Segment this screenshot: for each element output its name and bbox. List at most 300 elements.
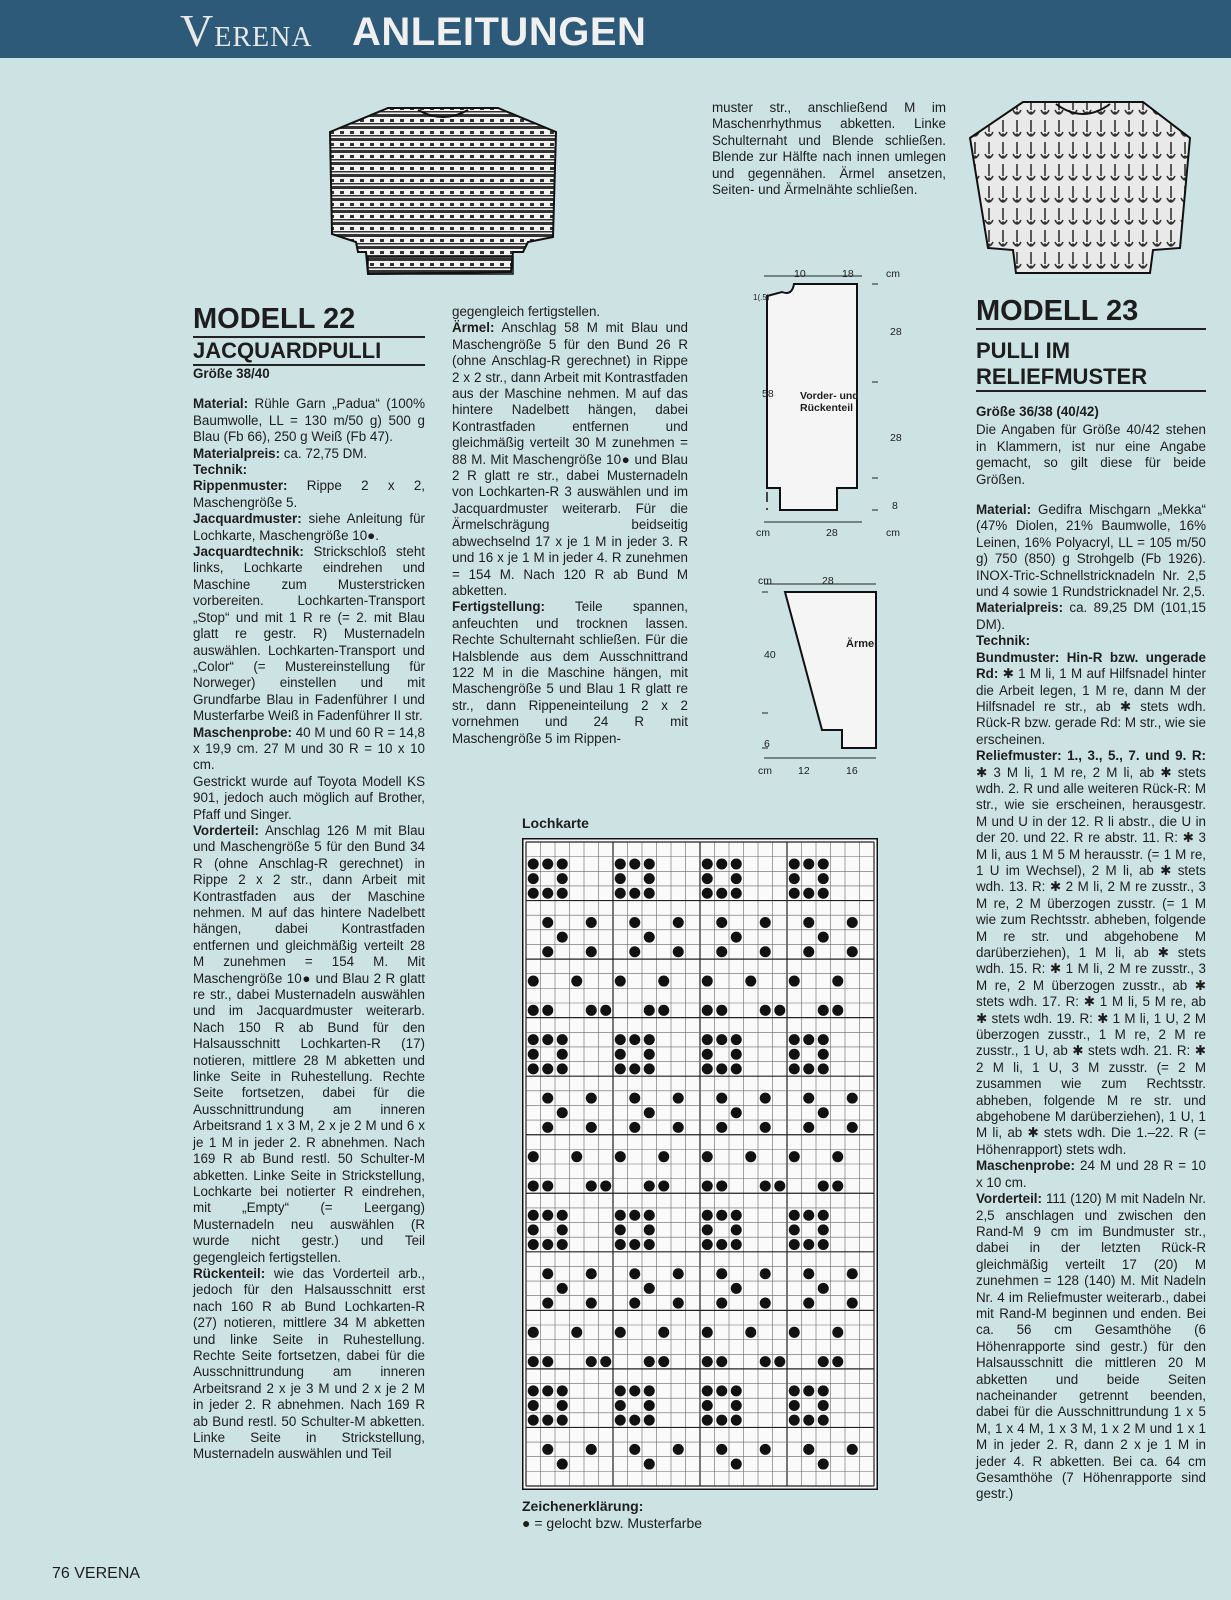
punch-hole	[716, 1122, 727, 1133]
punch-hole	[818, 858, 829, 869]
punch-hole	[615, 976, 626, 987]
punch-hole	[760, 1005, 771, 1016]
punch-hole	[629, 1444, 640, 1455]
punch-hole	[789, 1210, 800, 1221]
punch-hole	[542, 1063, 553, 1074]
paragraph: Vorderteil: Anschlag 126 M mit Blau und Maschengröße 5 für den Bund 34 R (ohne Anschlag-R gerechnet) in Rippe 2 x 2 str., dann Arbeit mit Kontrastfaden aus der Maschine nehmen. M auf das hintere Nadelbett hängen, dabei Kontrastfaden entfernen und gleichmäßig verteilt 28 M zunehmen = 154 M. Mit Maschengröße 10● und Blau 2 R glatt re str., dabei Musternadeln auswählen und im Jacquardmuster weiterarb. Nach 150 R ab Bund für den Halsausschnitt Lochkarten-R (17) notieren, mittlere 28 M abketten und linke Seite in Ruhestellung. Rechte Seite fortsetzen, dabei für die Ausschnittrundung am inneren Arbeitsrand 1 x 3 M, 2 x je 2 M und 6 x je 1 M in jeder 2. R abnehmen. Nach 169 R ab Bund restl. 50 Schulter-M abketten. Linke Seite in Strickstellung, Lochkarte bei notierter R eindrehen, mit „Empty“ (= Leergang) Musternadeln neu auswählen (R wurde nicht gestr.) und Teil gegengleich fertigstellen.	[193, 822, 425, 1265]
punch-hole	[571, 1151, 582, 1162]
paragraph: Rippenmuster: Rippe 2 x 2, Maschengröße 5.	[193, 478, 425, 510]
punch-hole	[745, 1327, 756, 1338]
punch-hole	[673, 1444, 684, 1455]
sleeve-dim-bottom-a: 12	[798, 765, 810, 777]
punch-hole	[702, 1224, 713, 1235]
punch-hole	[542, 1415, 553, 1426]
punch-hole	[789, 976, 800, 987]
punch-hole	[702, 1005, 713, 1016]
punch-hole	[731, 1210, 742, 1221]
punch-hole	[586, 946, 597, 957]
punch-hole	[528, 1327, 539, 1338]
punch-hole	[542, 1210, 553, 1221]
punch-hole	[600, 1180, 611, 1191]
punch-hole	[702, 1063, 713, 1074]
punch-hole	[818, 1239, 829, 1250]
paragraph: Ärmel: Anschlag 58 M mit Blau und Maschengröße 5 für den Bund 26 R (ohne Anschlag-R gerechnet) in Rippe 2 x 2 str., dann Arbeit mit Kontrastfaden aus der Maschine nehmen. M auf das hintere Nadelbett hängen, dabei Kontrastfaden entfernen und gleichmäßig verteilt 30 M zunehmen = 88 M. Mit Maschengröße 10● und Blau 2 R glatt re str., dabei Musternadeln von Lochkarten-R 3 auswählen und im Jacquardmuster weiterarb. Für die Ärmelschrägung beidseitig abwechselnd 17 x je 1 M in jeder 3. R und 16 x je 1 M in jeder 4. R zunehmen = 154 M. Nach 120 R ab Bund M abketten.	[452, 320, 688, 598]
punch-hole	[789, 1063, 800, 1074]
punch-hole	[658, 1356, 669, 1367]
punch-hole	[615, 1063, 626, 1074]
punch-hole	[586, 1005, 597, 1016]
paragraph: Material: Rühle Garn „Padua“ (100% Baumwolle, LL = 130 m/50 g) 500 g Blau (Fb 66), 250 g Weiß (Fb 47).	[193, 396, 425, 445]
punch-hole	[557, 1400, 568, 1411]
punch-hole	[789, 888, 800, 899]
punch-hole	[760, 946, 771, 957]
body-dim-right-upper: 28	[890, 326, 902, 338]
punch-hole	[557, 932, 568, 943]
punch-hole	[731, 858, 742, 869]
punch-hole	[789, 1385, 800, 1396]
punch-hole	[818, 1005, 829, 1016]
punch-hole	[615, 1415, 626, 1426]
sleeve-dim-bottom-b: 16	[846, 765, 858, 777]
punch-hole	[586, 1268, 597, 1279]
punch-hole	[716, 888, 727, 899]
punch-hole	[557, 1063, 568, 1074]
punch-hole	[789, 873, 800, 884]
punch-hole	[528, 976, 539, 987]
punch-hole	[615, 1049, 626, 1060]
punch-hole	[818, 1180, 829, 1191]
punch-hole	[629, 946, 640, 957]
punch-hole	[528, 1034, 539, 1045]
punch-hole	[644, 1107, 655, 1118]
punch-hole	[716, 1093, 727, 1104]
punch-hole	[803, 1034, 814, 1045]
punchcard-grid	[522, 838, 878, 1490]
column-modell-22-continued	[452, 304, 688, 747]
punch-hole	[528, 1005, 539, 1016]
punch-hole	[731, 1283, 742, 1294]
punch-hole	[615, 888, 626, 899]
punch-hole	[557, 1049, 568, 1060]
punch-hole	[818, 1385, 829, 1396]
paragraph: Technik:	[193, 462, 248, 478]
punch-hole	[803, 917, 814, 928]
punch-hole	[673, 946, 684, 957]
punch-hole	[557, 1385, 568, 1396]
modell-22-size: Größe 38/40	[193, 366, 270, 381]
punch-hole	[615, 1210, 626, 1221]
punch-hole	[528, 1385, 539, 1396]
punch-hole	[542, 1268, 553, 1279]
punch-hole	[803, 1444, 814, 1455]
punch-hole	[644, 1356, 655, 1367]
punch-hole	[716, 1180, 727, 1191]
punch-hole	[528, 1063, 539, 1074]
punch-hole	[615, 1327, 626, 1338]
punch-hole	[803, 1210, 814, 1221]
punch-hole	[557, 1459, 568, 1470]
modell-22-subheading: JACQUARDPULLI	[193, 338, 425, 366]
punch-hole	[673, 1093, 684, 1104]
paragraph: Materialpreis: ca. 89,25 DM (101,15 DM).	[976, 600, 1206, 632]
punch-hole	[803, 1298, 814, 1309]
punch-hole	[586, 1122, 597, 1133]
body-dim-top-mid: 18	[842, 268, 854, 280]
punch-hole	[789, 1400, 800, 1411]
punch-hole	[702, 1034, 713, 1045]
punch-hole	[615, 1034, 626, 1045]
punch-hole	[716, 1268, 727, 1279]
column-modell-23	[976, 294, 1206, 1503]
punch-hole	[702, 858, 713, 869]
body-dim-small-left: 1(.5)	[753, 293, 770, 302]
punch-hole	[760, 1093, 771, 1104]
punch-hole	[818, 873, 829, 884]
punch-hole	[789, 1151, 800, 1162]
column-modell-22	[193, 302, 425, 1463]
punch-hole	[702, 1385, 713, 1396]
punch-hole	[818, 1224, 829, 1235]
sleeve-dim-side-left: 40	[764, 649, 776, 661]
punch-hole	[542, 1093, 553, 1104]
paragraph: Gestrickt wurde auf Toyota Modell KS 901, jedoch auch möglich auf Brother, Pfaff und Singer.	[193, 773, 425, 822]
punch-hole	[644, 1005, 655, 1016]
punch-hole	[702, 1356, 713, 1367]
punch-hole	[615, 858, 626, 869]
punch-hole	[557, 1415, 568, 1426]
section-title: ANLEITUNGEN	[352, 10, 647, 54]
punch-hole	[629, 1034, 640, 1045]
body-dim-top-left: 10	[794, 268, 806, 280]
punch-hole	[644, 1459, 655, 1470]
punch-hole	[542, 1356, 553, 1367]
punch-hole	[847, 917, 858, 928]
legend-text: ● = gelocht bzw. Musterfarbe	[522, 1515, 703, 1531]
punch-hole	[789, 1239, 800, 1250]
punch-hole	[832, 1327, 843, 1338]
punch-hole	[702, 1151, 713, 1162]
punch-hole	[774, 1005, 785, 1016]
modell-23-subheading-2: RELIEFMUSTER	[976, 364, 1206, 392]
punch-hole	[629, 888, 640, 899]
punch-hole	[644, 1180, 655, 1191]
punch-hole	[803, 888, 814, 899]
punch-hole	[528, 1224, 539, 1235]
punch-hole	[658, 1151, 669, 1162]
punch-hole	[571, 976, 582, 987]
punch-hole	[644, 1063, 655, 1074]
punch-hole	[542, 946, 553, 957]
punch-hole	[615, 1224, 626, 1235]
punch-hole	[731, 1063, 742, 1074]
punch-hole	[702, 888, 713, 899]
punch-hole	[542, 917, 553, 928]
punch-hole	[600, 1005, 611, 1016]
punch-hole	[644, 1224, 655, 1235]
punch-hole	[644, 1239, 655, 1250]
paragraph: Jacquardtechnik: Strickschloß steht links, Lochkarte eindrehen und Maschine zum Musterstricken vorbereiten. Lochkarten-Transport „Stop“ und mit 1 R re (= 2. mit Blau glatt re gestr. R) Musternadeln auswählen. Lochkarten-Transport und „Color“ (= Mustereinstellung für Norweger) einstellen und mit Grundfarbe Blau in Fadenführer I und Musterfarbe Weiß in Fadenführer II str.	[193, 544, 425, 724]
punch-hole	[803, 1122, 814, 1133]
punch-hole	[818, 1283, 829, 1294]
punch-hole	[600, 1356, 611, 1367]
punch-hole	[644, 873, 655, 884]
punch-hole	[528, 1239, 539, 1250]
punch-hole	[615, 1400, 626, 1411]
punch-hole	[629, 1063, 640, 1074]
punch-hole	[789, 1034, 800, 1045]
punch-hole	[745, 976, 756, 987]
body-dim-bottom-mid: 28	[826, 527, 838, 539]
punch-hole	[731, 1385, 742, 1396]
sweater-illustration-modell-23	[968, 98, 1198, 276]
body-dim-side-left: 58	[762, 388, 774, 400]
punch-hole	[615, 873, 626, 884]
punch-hole	[716, 1385, 727, 1396]
punch-hole	[615, 1239, 626, 1250]
punch-hole	[789, 1415, 800, 1426]
punch-hole	[760, 1444, 771, 1455]
punch-hole	[818, 1049, 829, 1060]
punch-hole	[542, 1239, 553, 1250]
punch-hole	[847, 1093, 858, 1104]
punch-hole	[702, 873, 713, 884]
punch-hole	[644, 1034, 655, 1045]
punch-hole	[818, 1063, 829, 1074]
punch-hole	[586, 1093, 597, 1104]
body-dim-bottom-unit-right: cm	[886, 527, 900, 539]
punch-hole	[644, 1400, 655, 1411]
punch-hole	[818, 1356, 829, 1367]
punch-hole	[528, 1151, 539, 1162]
punch-hole	[557, 1283, 568, 1294]
body-dim-right-lower: 28	[890, 432, 902, 444]
punch-hole	[803, 1093, 814, 1104]
punch-hole	[731, 1034, 742, 1045]
punch-hole	[803, 1239, 814, 1250]
legend-title: Zeichenerklärung:	[522, 1498, 644, 1514]
punch-hole	[832, 1005, 843, 1016]
punch-hole	[716, 1063, 727, 1074]
punch-hole	[716, 1415, 727, 1426]
punch-hole	[702, 1049, 713, 1060]
punch-hole	[644, 858, 655, 869]
punch-hole	[716, 858, 727, 869]
sweater-illustration-modell-22	[328, 102, 558, 282]
punch-hole	[818, 1415, 829, 1426]
punch-hole	[528, 1400, 539, 1411]
punch-hole	[586, 1444, 597, 1455]
punch-hole	[673, 917, 684, 928]
modell-22-heading: MODELL 22	[193, 302, 425, 338]
punch-hole	[731, 1400, 742, 1411]
punch-hole	[644, 1049, 655, 1060]
punch-hole	[803, 858, 814, 869]
punch-hole	[803, 1385, 814, 1396]
punch-hole	[644, 1210, 655, 1221]
punch-hole	[629, 858, 640, 869]
sleeve-dim-bottom-unit: cm	[758, 765, 772, 777]
punch-hole	[644, 1385, 655, 1396]
punch-hole	[818, 888, 829, 899]
paragraph: Rückenteil: wie das Vorderteil arb., jedoch für den Halsausschnitt erst nach 160 R ab Bund Lochkarten-R (27) notieren, mittlere 34 M abketten und linke Seite in Ruhestellung. Rechte Seite fortsetzen, dabei für die Ausschnittrundung am inneren Arbeitsrand 2 x je 3 M und 2 x je 2 M in jeder 2. R abnehmen. Nach 169 R ab Bund restl. 50 Schulter-M abketten. Linke Seite in Strickstellung, Musternadeln auswählen und Teil	[193, 1265, 425, 1462]
punch-hole	[586, 1356, 597, 1367]
paragraph: Technik:	[976, 633, 1031, 649]
punch-hole	[760, 1356, 771, 1367]
punch-hole	[789, 858, 800, 869]
punch-hole	[847, 1444, 858, 1455]
punch-hole	[557, 1034, 568, 1045]
punch-hole	[542, 888, 553, 899]
punch-hole	[644, 1283, 655, 1294]
punch-hole	[832, 1180, 843, 1191]
punch-hole	[586, 1298, 597, 1309]
punch-hole	[803, 946, 814, 957]
punchcard-legend	[522, 1498, 702, 1532]
punch-hole	[803, 1063, 814, 1074]
paragraph: Reliefmuster: 1., 3., 5., 7. und 9. R: ✱ 3 M li, 1 M re, 2 M li, ab ✱ stets wdh. 2. R und alle weiteren Rück-R: M str., wie sie erscheinen, herausgestr. M und U in der 12. R li abstr., die U in der 20. und 22. R re abstr. 11. R: ✱ 3 M li, aus 1 M 5 M herausstr. (= 1 M re, 1 U im Wechsel), 2 M li, ab ✱ stets wdh. 13. R: ✱ 2 M li, 2 M re zusstr., 3 M re, 2 M überzogen zusstr. (= 1 M wie zum Rechtsstr. abheben, folgende M re str. und abgehobene M darüberziehen), 1 M li, ab ✱ stets wdh. 15. R: ✱ 1 M li, 2 M re zusstr., 3 M re, 2 M überzogen zusstr., ab ✱ stets wdh. 17. R: ✱ 1 M li, 5 M re, ab ✱ stets wdh. 19. R: ✱ 1 M li, 1 U, 2 M überzogen zusstr., 1 M re, 2 M re zusstr., 1 U, ab ✱ stets wdh. 21. R: ✱ 2 M li, 1 U, 3 M zusstr. (= 2 M zusammen wie zum Rechtsstr. abheben, folgende M re str. und abgehobene M darüberziehen), 1 U, 1 M li, ab ✱ stets wdh. Die 1.–22. R (= Höhenrapport) stets wdh.	[976, 748, 1206, 1157]
punch-hole	[557, 1210, 568, 1221]
punch-hole	[731, 1107, 742, 1118]
punchcard-title: Lochkarte	[522, 815, 589, 831]
body-part-label: Vorder- und Rückenteil	[800, 390, 859, 414]
paragraph: Vorderteil: 111 (120) M mit Nadeln Nr. 2,5 anschlagen und zwischen den Rand-M 9 cm im Bundmuster str., dabei in der letzten Rück-R gleichmäßig verteilt 17 (20) M zunehmen = 128 (140) M. Mit Nadeln Nr. 4 im Reliefmuster weiterarb., dabei mit Rand-M beginnen und enden. Bei ca. 56 cm Gesamthöhe (6 Höhenrapporte sind gestr.) für den Halsausschnitt die mittleren 20 M abketten und beide Seiten nacheinander getrennt beenden, dabei für die Ausschnittrundung 1 x 5 M, 1 x 4 M, 1 x 3 M, 1 x 2 M und 1 x 1 M in jeder 2. R, dann 2 x je 1 M in jeder 4. R abketten. Bei ca. 64 cm Gesamthöhe (7 Höhenrapporte sind gestr.)	[976, 1191, 1206, 1502]
punch-hole	[629, 1298, 640, 1309]
punch-hole	[528, 1180, 539, 1191]
punch-hole	[760, 917, 771, 928]
punch-hole	[629, 1210, 640, 1221]
punch-hole	[702, 976, 713, 987]
punch-hole	[542, 1034, 553, 1045]
punch-hole	[731, 1049, 742, 1060]
paragraph: Bundmuster: Hin-R bzw. ungerade Rd: ✱ 1 M li, 1 M auf Hilfsnadel hinter die Arbeit legen, 1 M re, dann M der Hilfsnadel re str., ab ✱ stets wdh. Rück-R bzw. gerade Rd: M str., wie sie erscheinen.	[976, 649, 1206, 747]
punch-hole	[629, 1239, 640, 1250]
punch-hole	[528, 1356, 539, 1367]
punch-hole	[774, 1180, 785, 1191]
punch-hole	[716, 1034, 727, 1045]
punch-hole	[716, 1298, 727, 1309]
punch-hole	[731, 1224, 742, 1235]
punch-hole	[702, 1180, 713, 1191]
punch-hole	[644, 888, 655, 899]
punch-hole	[542, 1444, 553, 1455]
punch-hole	[702, 1400, 713, 1411]
punch-hole	[847, 946, 858, 957]
body-dim-right-bottom: 8	[892, 500, 898, 512]
punch-hole	[673, 1298, 684, 1309]
sleeve-part-label: Ärmel	[846, 638, 878, 650]
sleeve-dim-side-bottom: 6	[764, 738, 770, 750]
body-dim-top-unit: cm	[886, 268, 900, 280]
punch-hole	[731, 1239, 742, 1250]
punch-hole	[629, 1385, 640, 1396]
punch-hole	[774, 1356, 785, 1367]
punch-hole	[716, 1239, 727, 1250]
punch-hole	[818, 932, 829, 943]
punch-hole	[716, 1210, 727, 1221]
punch-hole	[615, 1385, 626, 1396]
punch-hole	[557, 873, 568, 884]
punch-hole	[832, 1151, 843, 1162]
punch-hole	[586, 917, 597, 928]
punch-hole	[629, 1415, 640, 1426]
sleeve-schematic	[752, 578, 892, 768]
punch-hole	[745, 1151, 756, 1162]
punch-hole	[629, 1093, 640, 1104]
magazine-header	[0, 0, 1231, 58]
punch-hole	[716, 946, 727, 957]
paragraph: Maschenprobe: 24 M und 28 R = 10 x 10 cm.	[976, 1158, 1206, 1190]
punch-hole	[629, 1122, 640, 1133]
punch-hole	[789, 1224, 800, 1235]
paragraph: Die Angaben für Größe 40/42 stehen in Klammern, ist nur eine Angabe gemacht, so gilt diese für beide Größen.	[976, 422, 1206, 487]
punch-hole	[542, 1298, 553, 1309]
punch-hole	[528, 873, 539, 884]
punch-hole	[731, 932, 742, 943]
punch-hole	[789, 1049, 800, 1060]
punch-hole	[731, 888, 742, 899]
punch-hole	[789, 1327, 800, 1338]
punch-hole	[644, 932, 655, 943]
punch-hole	[731, 1459, 742, 1470]
punch-hole	[673, 1122, 684, 1133]
punch-hole	[542, 858, 553, 869]
punch-hole	[760, 1180, 771, 1191]
punch-hole	[818, 1034, 829, 1045]
body-dim-bottom-unit-left: cm	[756, 527, 770, 539]
punch-hole	[658, 1327, 669, 1338]
punch-hole	[658, 1180, 669, 1191]
punch-hole	[702, 1210, 713, 1221]
punch-hole	[818, 1210, 829, 1221]
punch-hole	[528, 858, 539, 869]
paragraph: Material: Gedifra Mischgarn „Mekka“ (47% Diolen, 21% Baumwolle, 16% Leinen, 16% Polyacryl, LL = 105 m/50 g) 750 (850) g Strohgelb (Fb 1926). INOX-Tric-Schnellstricknadeln Nr. 2,5 und 4 sowie 1 Rundstricknadel Nr. 2,5.	[976, 502, 1206, 600]
punch-hole	[557, 1107, 568, 1118]
punch-hole	[731, 873, 742, 884]
punch-hole	[702, 1415, 713, 1426]
punch-hole	[673, 1268, 684, 1279]
punch-hole	[847, 1122, 858, 1133]
sleeve-dim-top-unit: cm	[758, 575, 772, 587]
sleeve-dim-top-mid: 28	[822, 575, 834, 587]
punch-hole	[528, 888, 539, 899]
punch-hole	[803, 1268, 814, 1279]
punch-hole	[716, 1444, 727, 1455]
paragraph: gegengleich fertigstellen.	[452, 304, 601, 319]
punch-hole	[832, 1356, 843, 1367]
punch-hole	[847, 1298, 858, 1309]
paragraph: Materialpreis: ca. 72,75 DM.	[193, 445, 368, 461]
punch-hole	[528, 1210, 539, 1221]
punch-hole	[803, 1415, 814, 1426]
modell-23-size: Größe 36/38 (40/42)	[976, 404, 1099, 419]
punch-hole	[629, 1268, 640, 1279]
punch-hole	[528, 1415, 539, 1426]
punch-hole	[542, 1122, 553, 1133]
punch-hole	[542, 1005, 553, 1016]
punch-hole	[818, 1107, 829, 1118]
punch-hole	[557, 1239, 568, 1250]
modell-23-heading: MODELL 23	[976, 294, 1206, 330]
punch-hole	[615, 1151, 626, 1162]
punch-hole	[586, 1180, 597, 1191]
punch-hole	[557, 888, 568, 899]
punch-hole	[658, 1005, 669, 1016]
punch-hole	[702, 1327, 713, 1338]
paragraph: muster str., anschließend M im Maschenrhythmus abketten. Linke Schulternaht und Blende schließen. Blende zur Hälfte nach innen umlegen und gegennähen. Ärmel ansetzen, Seiten- und Ärmelnähte schließen.	[712, 100, 946, 198]
page-number: 76 VERENA	[52, 1565, 141, 1582]
punch-hole	[528, 1049, 539, 1060]
punch-hole	[571, 1327, 582, 1338]
